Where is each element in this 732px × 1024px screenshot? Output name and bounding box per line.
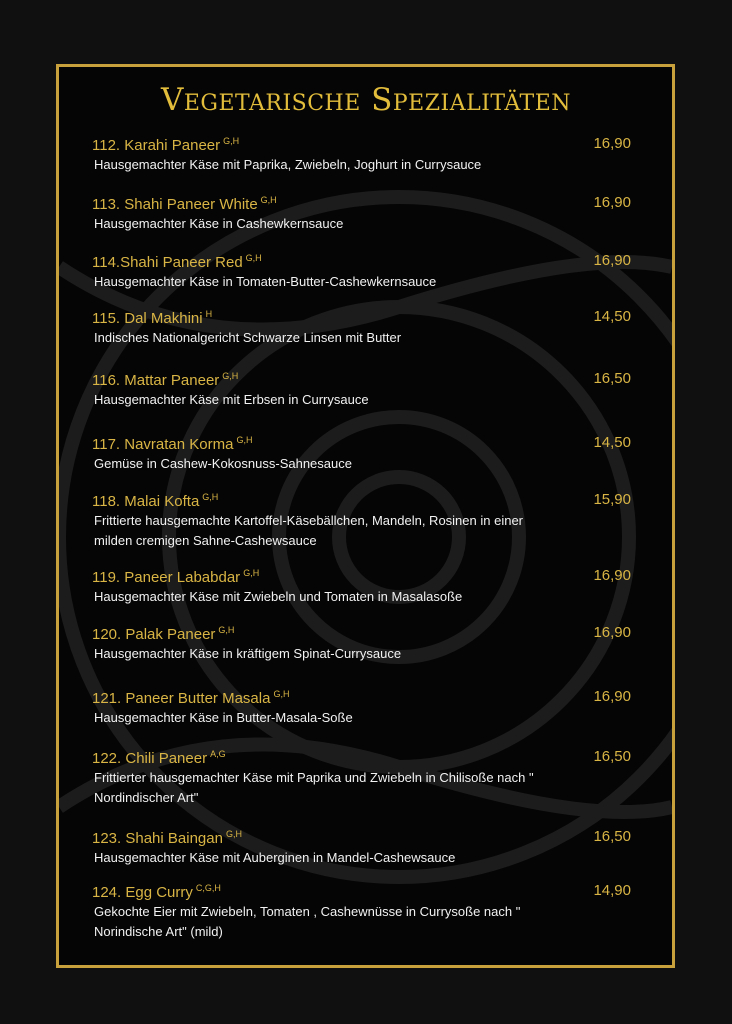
item-description: Hausgemachter Käse mit Auberginen in Mandel-Cashewsauce — [94, 850, 456, 865]
menu-item — [92, 254, 637, 292]
item-allergens: G,H — [273, 689, 290, 699]
menu-item — [92, 372, 637, 410]
item-allergens: G,H — [260, 195, 277, 205]
item-description: Hausgemachter Käse in Tomaten-Butter-Cashewkernsauce — [94, 274, 437, 289]
item-description: Gekochte Eier mit Zwiebeln, Tomaten , Cashewnüsse in Currysoße nach " Norindische Art" (mild) — [94, 904, 521, 939]
item-name: 122. Chili Paneer $^{A,G}$ — [92, 749, 226, 767]
item-price: 16,50 — [593, 748, 631, 765]
item-description: Indisches Nationalgericht Schwarze Linsen mit Butter — [94, 330, 402, 345]
item-price: 16,50 — [593, 828, 631, 845]
item-description: Hausgemachter Käse mit Paprika, Zwiebeln, Joghurt in Currysauce — [94, 157, 482, 172]
item-name: 124. Egg Curry $^{C,G,H}$ — [92, 883, 221, 901]
item-description: Gemüse in Cashew-Kokosnuss-Sahnesauce — [94, 456, 352, 471]
item-price: 14,90 — [593, 882, 631, 899]
menu-item — [92, 137, 637, 175]
menu-item — [92, 884, 637, 942]
menu-item — [92, 830, 637, 868]
item-name: 112. Karahi Paneer $^{G,H}$ — [92, 136, 240, 154]
item-description: Frittierte hausgemachte Kartoffel-Käsebällchen, Mandeln, Rosinen in einer milden cremigen Sahne-Cashewsauce — [94, 513, 523, 548]
menu-item — [92, 569, 637, 607]
item-allergens: G,H — [202, 492, 219, 502]
item-name: 120. Palak Paneer $^{G,H}$ — [92, 625, 235, 643]
item-price: 14,50 — [593, 434, 631, 451]
item-name: 113. Shahi Paneer White $^{G,H}$ — [92, 195, 277, 213]
item-price: 14,50 — [593, 308, 631, 325]
item-price: 16,90 — [593, 624, 631, 641]
item-description: Hausgemachter Käse mit Erbsen in Currysauce — [94, 392, 369, 407]
item-description: Hausgemachter Käse in Cashewkernsauce — [94, 216, 344, 231]
item-price: 16,90 — [593, 567, 631, 584]
item-price: 16,90 — [593, 252, 631, 269]
item-name: 116. Mattar Paneer $^{G,H}$ — [92, 371, 239, 389]
item-name: 118. Malai Kofta $^{G,H}$ — [92, 492, 219, 510]
item-description: Hausgemachter Käse in kräftigem Spinat-Currysauce — [94, 646, 402, 661]
item-description: Hausgemachter Käse mit Zwiebeln und Tomaten in Masalasoße — [94, 589, 463, 604]
item-allergens: G,H — [243, 568, 260, 578]
item-price: 16,90 — [593, 135, 631, 152]
item-allergens: G,H — [225, 829, 242, 839]
page-title: Vegetarische Spezialitäten — [160, 82, 572, 118]
item-allergens: H — [205, 309, 213, 319]
menu-item — [92, 626, 637, 664]
item-name: 119. Paneer Lababdar $^{G,H}$ — [92, 568, 260, 586]
item-price: 16,90 — [593, 194, 631, 211]
item-allergens: G,H — [236, 435, 253, 445]
item-name: 121. Paneer Butter Masala $^{G,H}$ — [92, 689, 290, 707]
item-price: 16,90 — [593, 688, 631, 705]
item-allergens: G,H — [223, 136, 240, 146]
item-price: 16,50 — [593, 370, 631, 387]
item-price: 15,90 — [593, 491, 631, 508]
menu-item — [92, 310, 637, 348]
item-name: 115. Dal Makhini $^H$ — [92, 309, 213, 327]
menu-item — [92, 436, 637, 474]
menu-item — [92, 750, 637, 808]
item-description: Hausgemachter Käse in Butter-Masala-Soße — [94, 710, 353, 725]
item-description: Frittierter hausgemachter Käse mit Paprika und Zwiebeln in Chilisoße nach " Nordindischer Art" — [94, 770, 534, 805]
item-name: 114.Shahi Paneer Red $^{G,H}$ — [92, 253, 262, 271]
item-allergens: G,H — [218, 625, 235, 635]
item-name: 123. Shahi Baingan $^{G,H}$ — [92, 829, 242, 847]
menu-item — [92, 196, 637, 234]
item-allergens: G,H — [245, 253, 262, 263]
item-allergens: C,G,H — [195, 883, 221, 893]
menu-item — [92, 690, 637, 728]
item-allergens: G,H — [222, 371, 239, 381]
item-name: 117. Navratan Korma $^{G,H}$ — [92, 435, 253, 453]
menu-item — [92, 493, 637, 551]
item-allergens: A,G — [210, 749, 226, 759]
